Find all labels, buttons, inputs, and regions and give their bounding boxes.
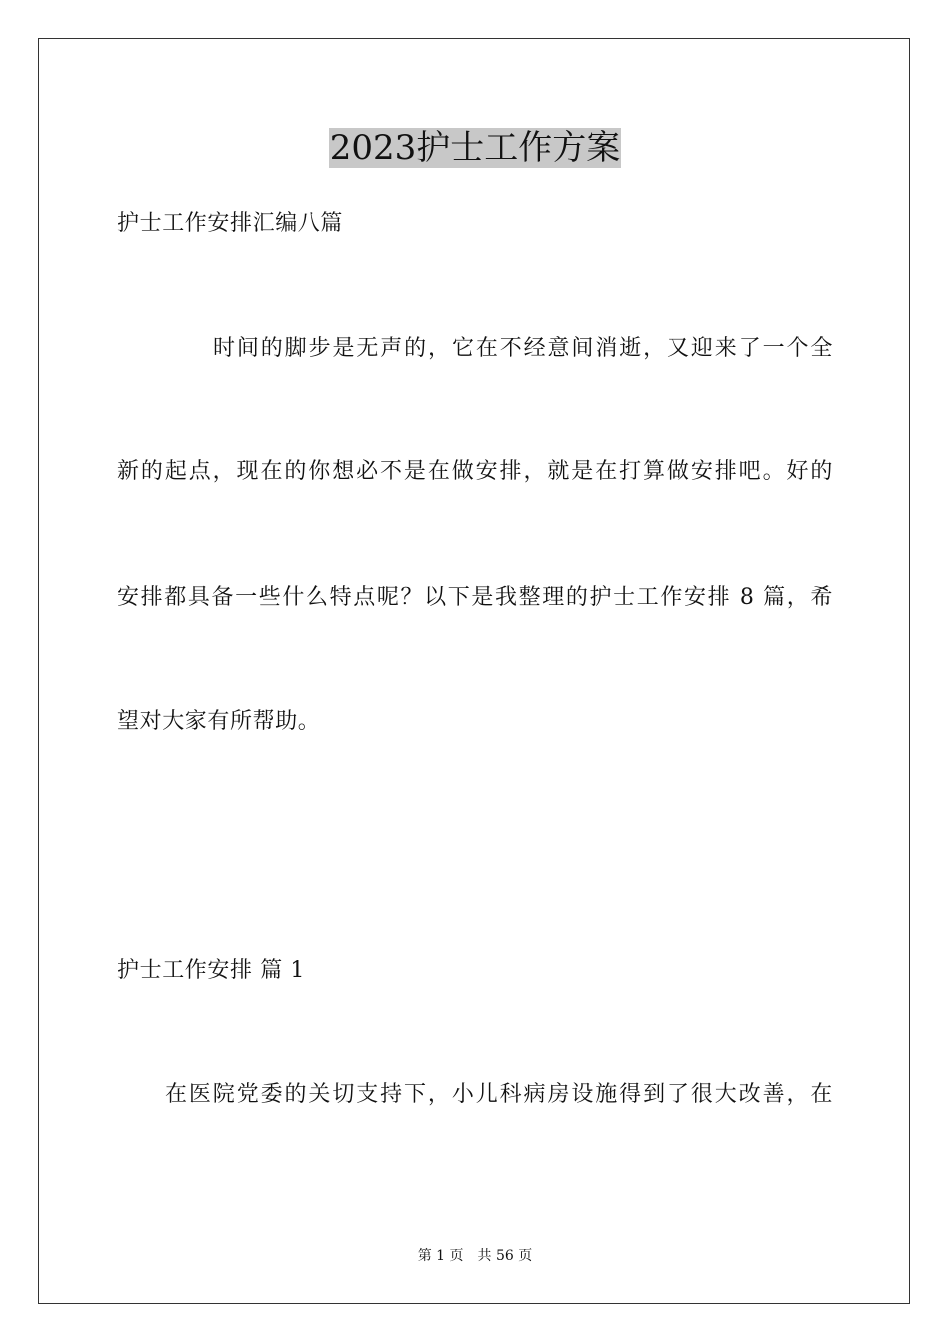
intro-paragraph-line: 望对大家有所帮助。 bbox=[117, 709, 321, 734]
intro-paragraph-line: 新的起点，现在的你想必不是在做安排，就是在打算做安排吧。好的 bbox=[117, 459, 833, 484]
document-title bbox=[0, 127, 950, 169]
page-total: 共 56 页 bbox=[477, 1248, 533, 1264]
intro-paragraph-line: 时间的脚步是无声的，它在不经意间消逝，又迎来了一个全 bbox=[213, 336, 833, 361]
intro-paragraph-line: 安排都具备一些什么特点呢？以下是我整理的护士工作安排 8 篇，希 bbox=[117, 585, 833, 610]
document-title-text: 2023护士工作方案 bbox=[329, 128, 621, 168]
page-number: 第 1 页 bbox=[417, 1248, 464, 1264]
document-subtitle: 护士工作安排汇编八篇 bbox=[117, 211, 344, 236]
section-heading: 护士工作安排 篇 1 bbox=[117, 958, 305, 983]
page-footer bbox=[0, 1247, 950, 1265]
section-paragraph-line: 在医院党委的关切支持下，小儿科病房设施得到了很大改善，在 bbox=[165, 1082, 833, 1107]
